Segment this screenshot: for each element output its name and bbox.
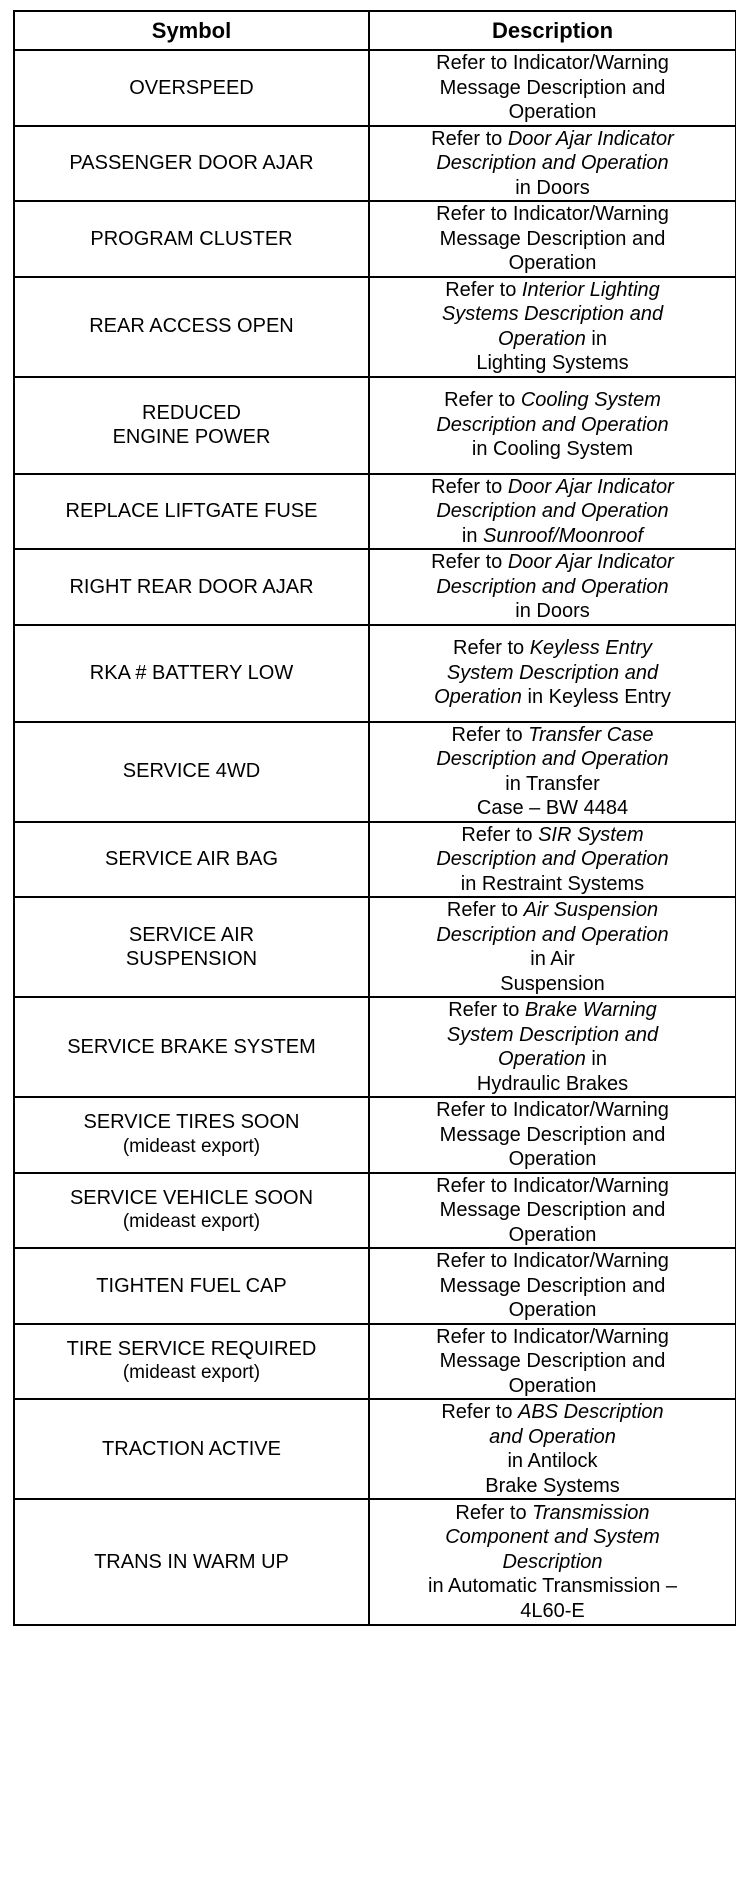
description-text: Refer to Indicator/Warning (436, 1250, 669, 1272)
description-line (376, 151, 729, 176)
description-line (376, 1449, 729, 1474)
description-text: Refer to Indicator/Warning (436, 1099, 669, 1121)
table-row (14, 126, 736, 202)
description-cell (369, 1173, 736, 1249)
symbol-cell (14, 126, 369, 202)
description-text: in Doors (515, 176, 590, 199)
description-line (376, 1501, 729, 1526)
section-reference: Air Suspension (523, 899, 659, 921)
section-reference: Keyless Entry (529, 637, 652, 660)
description-text: Message Description and (439, 1123, 666, 1146)
section-reference: Description and Operation (436, 848, 669, 870)
description-text: Message Description and (439, 227, 666, 250)
symbol-text: TRANS IN WARM UP (94, 1550, 289, 1573)
description-text: Refer to (455, 1501, 533, 1524)
symbol-cell (14, 722, 369, 822)
description-line (376, 1198, 729, 1223)
section-reference: Description and Operation (436, 575, 669, 598)
symbol-cell (14, 897, 369, 997)
description-text: Refer to (441, 1401, 519, 1423)
description-text: Refer to (451, 723, 529, 746)
description-cell (369, 201, 736, 277)
description-column-header: Description (369, 11, 736, 50)
description-text: in Air (530, 948, 575, 970)
description-line (376, 998, 729, 1023)
description-cell (369, 126, 736, 202)
description-line (376, 1249, 729, 1274)
description-text: in Transfer (505, 772, 600, 795)
section-reference: SIR System (538, 823, 644, 846)
description-text: Refer to (453, 637, 530, 660)
description-line (376, 550, 729, 575)
description-line (376, 1274, 729, 1299)
section-reference: Systems Description and (441, 303, 664, 325)
description-line (376, 1298, 729, 1323)
section-reference: Description (502, 1550, 603, 1573)
description-line (376, 685, 729, 710)
description-line (376, 847, 729, 872)
description-line (376, 636, 729, 661)
description-line (376, 772, 729, 797)
description-cell (369, 277, 736, 377)
symbol-text: ENGINE POWER (112, 426, 271, 448)
description-line (376, 227, 729, 252)
description-line (376, 413, 729, 438)
description-text: Suspension (500, 972, 605, 995)
description-cell (369, 1399, 736, 1499)
symbol-cell (14, 474, 369, 550)
table-row (14, 1499, 736, 1625)
section-reference: Door Ajar Indicator (507, 551, 674, 573)
description-text: Operation (508, 1148, 597, 1170)
section-reference: Description and Operation (436, 152, 669, 174)
symbol-cell (14, 1248, 369, 1324)
description-line (376, 1047, 729, 1072)
section-reference: Brake Warning (524, 999, 657, 1021)
description-line (376, 1425, 729, 1450)
symbol-cell (14, 1324, 369, 1400)
description-line (376, 723, 729, 748)
description-text: Refer to Indicator/Warning (436, 52, 669, 74)
description-line (376, 1223, 729, 1248)
description-text: Refer to Indicator/Warning (436, 1174, 669, 1197)
symbol-text: RKA # BATTERY LOW (89, 661, 294, 684)
description-line (376, 388, 729, 413)
description-cell (369, 1097, 736, 1173)
description-line (376, 872, 729, 897)
symbol-cell (14, 277, 369, 377)
description-line (376, 923, 729, 948)
symbol-cell (14, 997, 369, 1097)
description-line (376, 1123, 729, 1148)
table-row (14, 549, 736, 625)
symbol-text: REAR ACCESS OPEN (89, 315, 294, 338)
symbol-text: TIRE SERVICE REQUIRED (66, 1337, 317, 1360)
description-cell (369, 1499, 736, 1625)
description-text: Message Description and (439, 1350, 666, 1372)
symbol-cell (14, 50, 369, 126)
description-text: Hydraulic Brakes (476, 1072, 629, 1095)
description-text: Operation (508, 252, 597, 274)
symbol-cell (14, 822, 369, 898)
table-header-row (14, 11, 736, 50)
section-reference: Component and System (445, 1526, 660, 1549)
symbol-note: (mideast export) (122, 1362, 261, 1384)
description-cell (369, 722, 736, 822)
section-reference: Description and Operation (436, 923, 669, 946)
section-reference: Operation (498, 327, 586, 350)
description-line (376, 437, 729, 462)
description-line (376, 1525, 729, 1550)
description-text: Refer to (461, 823, 539, 846)
description-text: Refer to (431, 551, 508, 573)
description-cell (369, 897, 736, 997)
description-cell (369, 1248, 736, 1324)
description-text: in (585, 1048, 607, 1070)
description-line (376, 1550, 729, 1575)
description-text: Operation (508, 1299, 597, 1321)
section-reference: Description and Operation (436, 500, 669, 522)
symbol-text: TIGHTEN FUEL CAP (96, 1274, 287, 1297)
description-text: Message Description and (439, 1199, 666, 1221)
description-text: 4L60-E (520, 1599, 585, 1622)
description-cell (369, 474, 736, 550)
symbol-text: RIGHT REAR DOOR AJAR (69, 575, 314, 598)
description-text: in Keyless Entry (521, 686, 671, 709)
description-text: Operation (508, 1374, 597, 1397)
table-row (14, 201, 736, 277)
table-row (14, 1399, 736, 1499)
symbol-text: SUSPENSION (125, 948, 258, 970)
description-text: Brake Systems (485, 1474, 620, 1497)
description-line (376, 1400, 729, 1425)
table-row (14, 625, 736, 722)
symbol-text: TRACTION ACTIVE (102, 1437, 281, 1460)
table-body (14, 50, 736, 1625)
description-text: in (461, 524, 483, 547)
symbol-cell (14, 201, 369, 277)
section-reference: System Description and (446, 661, 659, 684)
description-line (376, 499, 729, 524)
description-line (376, 302, 729, 327)
description-line (376, 176, 729, 201)
symbol-text: SERVICE TIRES SOON (83, 1111, 300, 1134)
description-line (376, 661, 729, 686)
section-reference: Operation (498, 1048, 586, 1070)
description-text: in Automatic Transmission – (428, 1575, 677, 1598)
section-reference: Operation (434, 686, 522, 709)
description-cell (369, 997, 736, 1097)
description-line (376, 947, 729, 972)
description-cell (369, 50, 736, 126)
section-reference: ABS Description (518, 1401, 664, 1423)
symbol-cell (14, 1499, 369, 1625)
table-row (14, 50, 736, 126)
section-reference: Description and Operation (436, 413, 669, 436)
symbol-text: SERVICE VEHICLE SOON (69, 1186, 314, 1209)
description-text: Lighting Systems (476, 352, 629, 374)
description-line (376, 575, 729, 600)
description-cell (369, 822, 736, 898)
description-cell (369, 625, 736, 722)
description-line (376, 251, 729, 276)
description-text: in Doors (515, 600, 590, 622)
symbol-text: SERVICE AIR (128, 923, 255, 946)
symbol-cell (14, 1399, 369, 1499)
description-line (376, 100, 729, 125)
section-reference: Description and Operation (436, 748, 669, 770)
description-line (376, 327, 729, 352)
description-text: Refer to (448, 999, 525, 1021)
description-text: Refer to (446, 899, 524, 921)
symbol-text: SERVICE BRAKE SYSTEM (67, 1035, 316, 1058)
description-line (376, 1174, 729, 1199)
symbol-text: OVERSPEED (129, 76, 254, 99)
description-line (376, 1599, 729, 1624)
symbol-note: (mideast export) (122, 1211, 261, 1233)
description-line (376, 972, 729, 997)
description-line (376, 1072, 729, 1097)
symbol-cell (14, 549, 369, 625)
description-line (376, 1574, 729, 1599)
description-text: Case – BW 4484 (476, 797, 629, 819)
description-cell (369, 549, 736, 625)
table-row (14, 822, 736, 898)
table-row (14, 377, 736, 474)
description-line (376, 524, 729, 549)
table-row (14, 1324, 736, 1400)
description-text: Refer to (431, 127, 508, 150)
description-text: Operation (508, 101, 597, 123)
description-line (376, 278, 729, 303)
table-row (14, 722, 736, 822)
description-line (376, 823, 729, 848)
symbol-text: PASSENGER DOOR AJAR (69, 152, 314, 174)
table-row (14, 1248, 736, 1324)
description-line (376, 1349, 729, 1374)
symbol-text: PROGRAM CLUSTER (90, 227, 293, 250)
description-line (376, 796, 729, 821)
description-line (376, 599, 729, 624)
description-line (376, 127, 729, 152)
description-line (376, 1147, 729, 1172)
symbol-text: REPLACE LIFTGATE FUSE (65, 500, 318, 522)
description-text: Refer to (431, 475, 508, 498)
table-row (14, 1173, 736, 1249)
table-row (14, 997, 736, 1097)
symbol-cell (14, 377, 369, 474)
section-reference: Door Ajar Indicator (507, 127, 674, 150)
symbol-note: (mideast export) (122, 1135, 261, 1157)
section-reference: and Operation (489, 1425, 616, 1448)
description-line (376, 1023, 729, 1048)
description-line (376, 351, 729, 376)
description-text: Message Description and (439, 1274, 666, 1297)
table-row (14, 897, 736, 997)
description-line (376, 747, 729, 772)
description-text: Operation (508, 1223, 597, 1246)
section-reference: Transfer Case (528, 723, 654, 746)
table-row (14, 474, 736, 550)
description-line (376, 898, 729, 923)
symbol-text: REDUCED (142, 401, 241, 424)
description-text: in (585, 327, 607, 350)
description-text: Refer to Indicator/Warning (436, 203, 669, 225)
description-text: in Cooling System (471, 438, 634, 461)
description-line (376, 1098, 729, 1123)
description-text: Refer to (445, 278, 522, 301)
description-line (376, 475, 729, 500)
symbol-cell (14, 1173, 369, 1249)
description-line (376, 76, 729, 101)
description-cell (369, 1324, 736, 1400)
description-line (376, 51, 729, 76)
section-reference: Door Ajar Indicator (507, 475, 674, 498)
description-text: in Restraint Systems (460, 872, 645, 895)
table-row (14, 277, 736, 377)
description-text: in Antilock (507, 1450, 598, 1472)
symbol-cell (14, 625, 369, 722)
description-line (376, 1474, 729, 1499)
description-text: Message Description and (439, 76, 666, 99)
section-reference: Cooling System (520, 389, 661, 412)
section-reference: Transmission (532, 1501, 650, 1524)
description-text: Refer to Indicator/Warning (436, 1325, 669, 1348)
description-text: Refer to (444, 389, 521, 412)
symbol-text: SERVICE 4WD (122, 760, 261, 783)
table-row (14, 1097, 736, 1173)
description-line (376, 202, 729, 227)
indicator-message-table (13, 10, 736, 1626)
section-reference: Interior Lighting (521, 278, 660, 301)
symbol-column-header: Symbol (14, 11, 369, 50)
symbol-cell (14, 1097, 369, 1173)
description-line (376, 1374, 729, 1399)
section-reference: System Description and (446, 1023, 659, 1046)
description-line (376, 1325, 729, 1350)
description-cell (369, 377, 736, 474)
section-reference: Sunroof/Moonroof (483, 524, 644, 547)
symbol-text: SERVICE AIR BAG (104, 848, 279, 870)
